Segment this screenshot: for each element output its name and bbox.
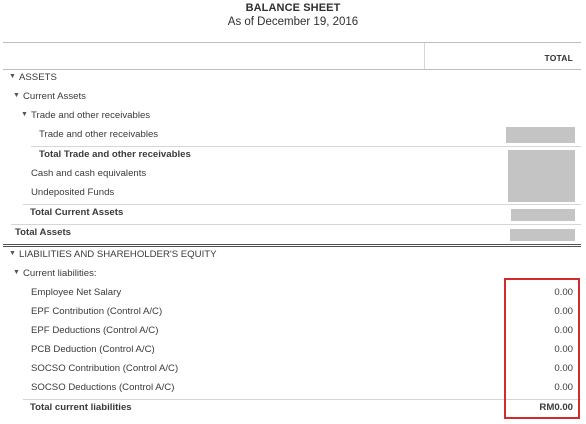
trade-receivables-item-row[interactable] <box>0 127 586 146</box>
trade-receivables-item-label: Trade and other receivables <box>39 129 159 140</box>
trade-receivables-group-label: Trade and other receivables <box>31 110 151 121</box>
total-trade-receivables-label: Total Trade and other receivables <box>39 149 191 160</box>
redacted-value <box>506 127 575 143</box>
socso-contribution-label: SOCSO Contribution (Control A/C) <box>31 363 179 374</box>
highlight-box <box>504 278 580 419</box>
employee-net-salary-label: Employee Net Salary <box>31 287 122 298</box>
cash-equivalents-row[interactable] <box>0 166 586 185</box>
socso-deductions-row[interactable] <box>0 380 586 399</box>
total-current-liabilities-row[interactable] <box>0 400 586 419</box>
section-liabilities-row[interactable] <box>0 247 586 266</box>
section-divider <box>3 244 581 245</box>
column-header-total[interactable]: TOTAL <box>544 53 573 63</box>
pcb-deduction-value[interactable]: 0.00 <box>554 344 573 355</box>
caret-down-icon[interactable]: ▼ <box>13 269 20 276</box>
caret-down-icon[interactable]: ▼ <box>9 73 16 80</box>
socso-contribution-value[interactable]: 0.00 <box>554 363 573 374</box>
socso-deductions-value[interactable]: 0.00 <box>554 382 573 393</box>
total-trade-receivables-row[interactable] <box>0 147 586 166</box>
section-assets-row[interactable] <box>0 70 586 89</box>
undeposited-funds-row[interactable] <box>0 185 586 204</box>
redacted-value <box>511 209 575 221</box>
pcb-deduction-row[interactable] <box>0 342 586 361</box>
report-title: BALANCE SHEET <box>245 2 341 14</box>
total-current-liabilities-label: Total current liabilities <box>30 402 132 413</box>
current-assets-label: Current Assets <box>23 91 86 102</box>
report-date: As of December 19, 2016 <box>227 16 359 28</box>
header-divider <box>3 42 581 43</box>
epf-deductions-value[interactable]: 0.00 <box>554 325 573 336</box>
epf-contribution-row[interactable] <box>0 304 586 323</box>
liabilities-equity-label: LIABILITIES AND SHAREHOLDER'S EQUITY <box>19 249 217 260</box>
total-current-liabilities-value[interactable]: RM0.00 <box>539 402 573 413</box>
socso-deductions-label: SOCSO Deductions (Control A/C) <box>31 382 175 393</box>
cash-equivalents-label: Cash and cash equivalents <box>31 168 147 179</box>
assets-label: ASSETS <box>19 72 57 83</box>
total-assets-label: Total Assets <box>15 227 71 238</box>
caret-down-icon[interactable]: ▼ <box>9 250 16 257</box>
epf-deductions-label: EPF Deductions (Control A/C) <box>31 325 159 336</box>
undeposited-funds-label: Undeposited Funds <box>31 187 115 198</box>
epf-deductions-row[interactable] <box>0 323 586 342</box>
current-assets-row[interactable] <box>0 89 586 108</box>
column-divider <box>424 43 425 69</box>
trade-receivables-group-row[interactable] <box>0 108 586 127</box>
total-current-assets-row[interactable] <box>0 205 586 224</box>
employee-net-salary-value[interactable]: 0.00 <box>554 287 573 298</box>
epf-contribution-label: EPF Contribution (Control A/C) <box>31 306 163 317</box>
caret-down-icon[interactable]: ▼ <box>13 92 20 99</box>
redacted-value <box>510 229 575 241</box>
epf-contribution-value[interactable]: 0.00 <box>554 306 573 317</box>
current-liabilities-label: Current liabilities: <box>23 268 97 279</box>
total-current-assets-label: Total Current Assets <box>30 207 124 218</box>
current-liabilities-row[interactable] <box>0 266 586 285</box>
total-assets-row[interactable] <box>0 225 586 244</box>
pcb-deduction-label: PCB Deduction (Control A/C) <box>31 344 155 355</box>
employee-net-salary-row[interactable] <box>0 285 586 304</box>
caret-down-icon[interactable]: ▼ <box>21 111 28 118</box>
socso-contribution-row[interactable] <box>0 361 586 380</box>
